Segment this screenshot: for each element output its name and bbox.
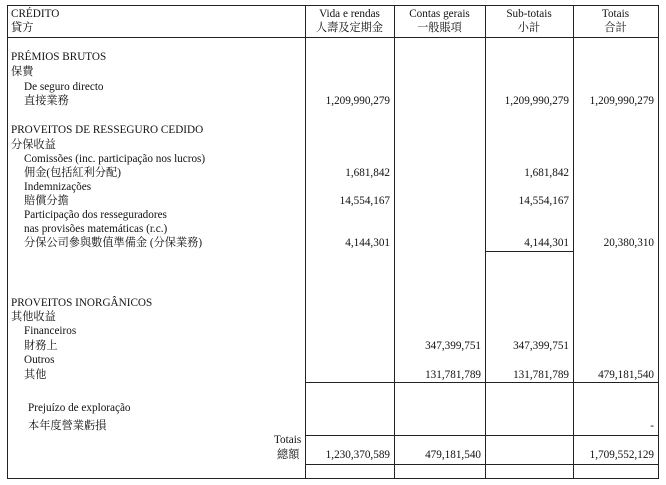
- section-title-inorganicos-zh: 其他收益: [11, 311, 56, 323]
- section-title-premios-pt: PRÉMIOS BRUTOS: [11, 51, 107, 63]
- row-label-prejuizo-pt: Prejuízo de exploração: [28, 402, 131, 414]
- section-title-inorganicos-pt: PROVEITOS INORGÂNICOS: [11, 297, 153, 309]
- cell-outros-sub: 131,781,789: [513, 369, 569, 381]
- cell-partic-sub: 4,144,301: [524, 237, 569, 249]
- row-label-partic-pt1: Participação dos resseguradores: [24, 209, 167, 221]
- cell-totals-gerais: 479,181,540: [425, 449, 481, 461]
- column-header-gerais-pt: Contas gerais: [409, 8, 470, 20]
- section-title-resseguro-zh: 分保收益: [11, 139, 56, 151]
- column-divider: [394, 6, 395, 478]
- column-header-vida-zh: 人壽及定期金: [315, 22, 384, 34]
- totals-bottom-rule: [305, 464, 658, 465]
- row-label-partic-zh: 分保公司參與數值準備金 (分保業務): [24, 237, 203, 249]
- totals-top-rule: [305, 435, 658, 436]
- column-header-gerais-zh: 一般賬項: [417, 22, 462, 34]
- cell-fin-gerais: 347,399,751: [425, 340, 481, 352]
- cell-totals-total: 1,709,552,129: [589, 449, 654, 461]
- row-label-direct-zh: 直接業務: [24, 95, 69, 107]
- cell-fin-sub: 347,399,751: [513, 340, 569, 352]
- cell-inorganicos-total: 479,181,540: [598, 369, 654, 381]
- row-label-prejuizo-zh: 本年度營業虧損: [28, 420, 107, 432]
- cell-comissoes-vida: 1,681,842: [345, 167, 390, 179]
- column-header-totais-zh: 合計: [604, 22, 627, 34]
- cell-resseguro-total: 20,380,310: [603, 237, 654, 249]
- row-label-direct-pt: De seguro directo: [24, 81, 104, 93]
- credit-header-zh: 貸方: [11, 22, 34, 34]
- row-label-comissoes-zh: 佣金(包括紅利分配): [24, 167, 121, 179]
- cell-partic-vida: 4,144,301: [345, 237, 390, 249]
- column-header-vida-pt: Vida e rendas: [319, 8, 380, 20]
- header-rule: [8, 37, 658, 38]
- credit-table: [7, 5, 659, 479]
- column-header-sub-pt: Sub-totais: [506, 8, 552, 20]
- totals-label-zh: 總額: [277, 449, 300, 461]
- row-label-indemn-zh: 賠償分擔: [24, 195, 69, 207]
- section-rule: [305, 382, 658, 383]
- section-title-premios-zh: 保費: [11, 66, 34, 78]
- cell-direct-vida: 1,209,990,279: [325, 95, 390, 107]
- row-label-outros-zh: 其他: [24, 369, 47, 381]
- row-label-outros-pt: Outros: [24, 354, 55, 366]
- column-header-sub-zh: 小計: [517, 22, 541, 34]
- row-label-fin-pt: Financeiros: [24, 325, 77, 337]
- totals-label-pt: Totais: [274, 434, 302, 446]
- column-header-totais-pt: Totais: [601, 8, 630, 20]
- row-label-comissoes-pt: Comissões (inc. participação nos lucros): [24, 153, 206, 165]
- section-title-resseguro-pt: PROVEITOS DE RESSEGURO CEDIDO: [11, 124, 204, 136]
- cell-direct-total: 1,209,990,279: [589, 95, 654, 107]
- row-label-partic-pt2: nas provisões matemáticas (r.c.): [24, 223, 168, 235]
- credit-header-pt: CRÉDITO: [11, 8, 60, 20]
- cell-outros-gerais: 131,781,789: [425, 369, 481, 381]
- cell-comissoes-sub: 1,681,842: [524, 167, 569, 179]
- cell-direct-sub: 1,209,990,279: [504, 95, 569, 107]
- cell-prejuizo-total: -: [650, 420, 654, 432]
- cell-totals-vida: 1,230,370,589: [325, 449, 390, 461]
- subtotal-rule: [485, 251, 573, 252]
- cell-indemn-sub: 14,554,167: [518, 195, 569, 207]
- cell-indemn-vida: 14,554,167: [339, 195, 390, 207]
- row-label-fin-zh: 財務上: [24, 340, 58, 352]
- row-label-indemn-pt: Indemnizações: [24, 181, 92, 193]
